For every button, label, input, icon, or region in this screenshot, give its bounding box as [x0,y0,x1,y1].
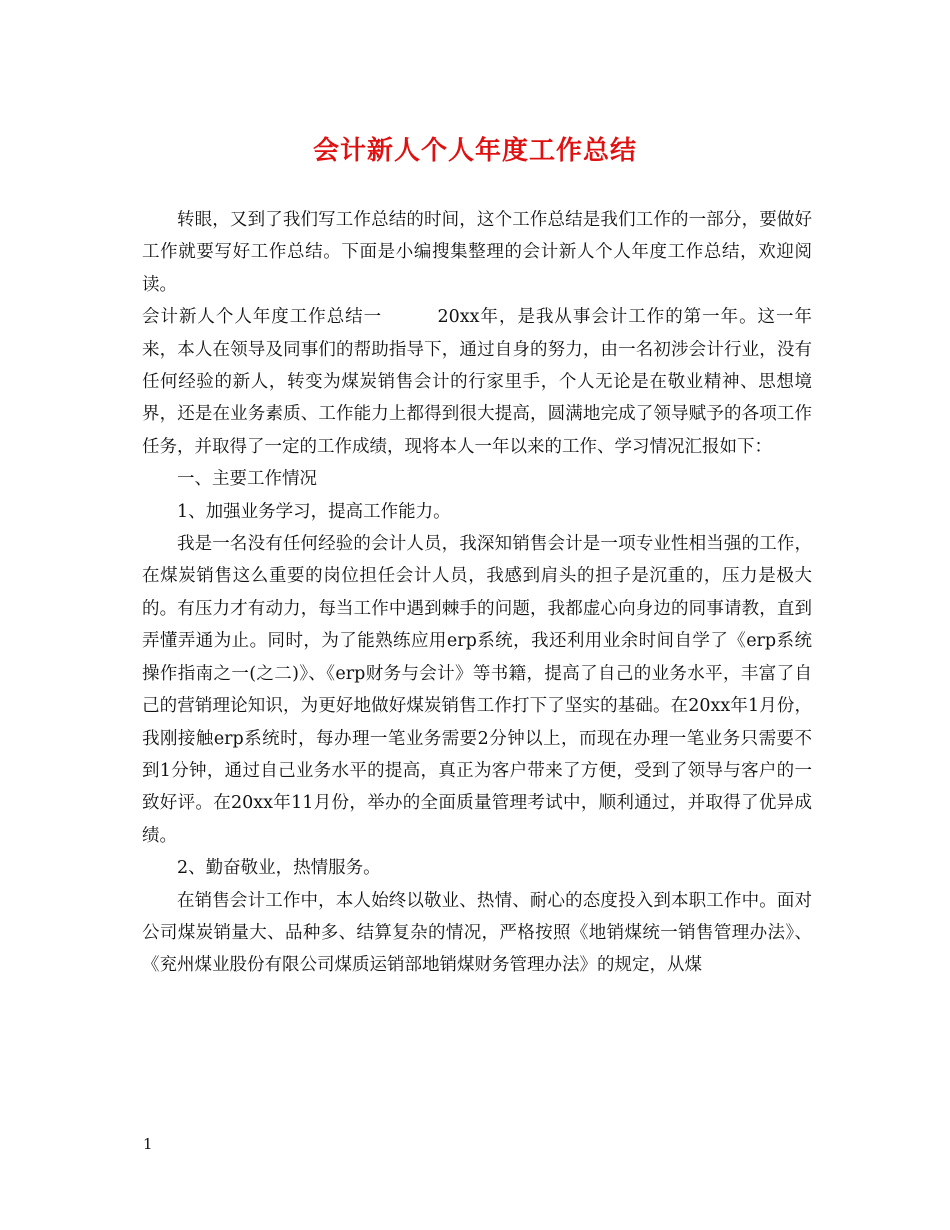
subheading-service: 2、勤奋敬业，热情服务。 [177,858,381,879]
section-heading-main-work: 一、主要工作情况 [177,469,317,490]
document-title: 会计新人个人年度工作总结 [312,136,637,166]
paragraph-service: 在销售会计工作中，本人始终以敬业、热情、耐心的态度投入到本职工作中。面对公司煤炭销量大、品种多、结算复杂的情况，严格按照《地销煤统一销售管理办法》、《兖州煤业股份有限公司煤质运销部地销煤财务管理办法》的规定，从煤 [142,890,812,976]
paragraph-summary-one: 会计新人个人年度工作总结一 20xx年，是我从事会计工作的第一年。这一年来，本人在领导及同事们的帮助指导下，通过自身的努力，由一名初涉会计行业，没有任何经验的新人，转变为煤炭销售会计的行家里手，个人无论是在敬业精神、思想境界，还是在业务素质、工作能力上都得到很大提高，圆满地完成了领导赋予的各项工作任务，并取得了一定的工作成绩，现将本人一年以来的工作、学习情况汇报如下： [142,307,812,457]
page-number: 1 [143,1135,153,1153]
paragraph-intro: 转眼，又到了我们写工作总结的时间，这个工作总结是我们工作的一部分，要做好工作就要写好工作总结。下面是小编搜集整理的会计新人个人年度工作总结，欢迎阅读。 [142,210,812,295]
document-body [142,204,812,982]
paragraph-study: 我是一名没有任何经验的会计人员，我深知销售会计是一项专业性相当强的工作，在煤炭销售这么重要的岗位担任会计人员，我感到肩头的担子是沉重的，压力是极大的。有压力才有动力，每当工作中遇到棘手的问题，我都虚心向身边的同事请教，直到弄懂弄通为止。同时，为了能熟练应用erp系统，我还利用业余时间自学了《erp系统操作指南之一(之二)》、《erp财务与会计》等书籍，提高了自己的业务水平，丰富了自己的营销理论知识，为更好地做好煤炭销售工作打下了坚实的基础。在20xx年1月份，我刚接触erp系统时，每办理一笔业务需要2分钟以上，而现在办理一笔业务只需要不到1分钟，通过自己业务水平的提高，真正为客户带来了方便，受到了领导与客户的一致好评。在20xx年11月份，举办的全面质量管理考试中，顺利通过，并取得了优异成绩。 [142,534,812,846]
subheading-study: 1、加强业务学习，提高工作能力。 [177,501,451,522]
